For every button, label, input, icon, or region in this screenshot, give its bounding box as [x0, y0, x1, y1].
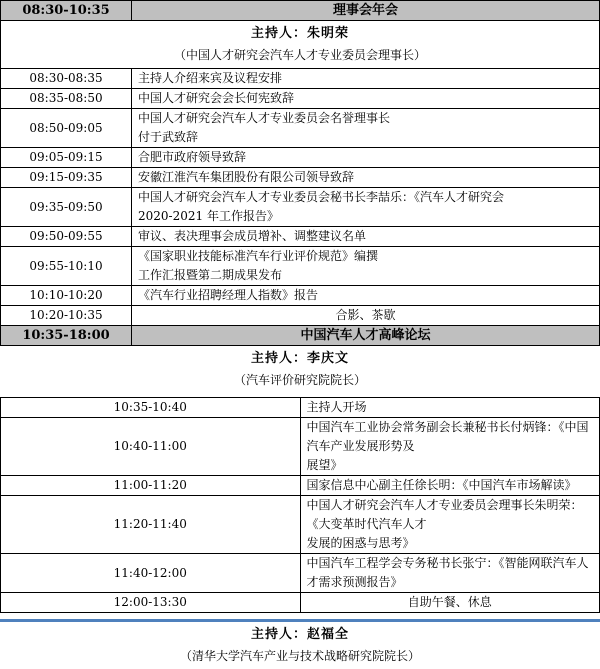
agenda-row: [1, 247, 600, 286]
agenda-item: [132, 188, 600, 227]
agenda-item-line: 展望》: [306, 458, 343, 472]
agenda-row: [1, 496, 600, 554]
agenda-time: 10:35-10:40: [1, 398, 301, 418]
agenda-time: 09:05-09:15: [1, 148, 132, 168]
agenda-item: 安徽江淮汽车集团股份有限公司领导致辞: [132, 168, 600, 188]
agenda-time: 09:50-09:55: [1, 227, 132, 247]
session-time: 10:35-18:00: [1, 326, 132, 346]
agenda-item: 主持人开场: [300, 398, 600, 418]
agenda-row: [1, 188, 600, 227]
agenda-row: [1, 69, 600, 89]
agenda-item-line: 《国家职业技能标准汽车行业评价规范》编撰: [138, 249, 379, 263]
host-title: （中国人才研究会汽车人才专业委员会理事长）: [173, 48, 426, 62]
agenda-item: 主持人介绍来宾及议程安排: [132, 69, 600, 89]
host-name: 李庆文: [307, 351, 350, 366]
agenda-row: [1, 227, 600, 247]
session-forum-table: [0, 346, 600, 613]
agenda-time: 08:30-08:35: [1, 69, 132, 89]
host-label: 主持人：: [250, 351, 307, 366]
agenda-time: 11:20-11:40: [1, 496, 301, 554]
agenda-row: [1, 168, 600, 188]
session-title: 理事会年会: [132, 1, 600, 21]
agenda-item-line: 中国人才研究会汽车人才专业委员会名誉理事长: [138, 111, 391, 125]
agenda-item: 自助午餐、休息: [300, 593, 600, 613]
agenda-item-line: 中国汽车工业协会常务副会长兼秘书长付炳锋：《中国汽车产业发展形势及: [306, 420, 589, 453]
agenda-item-line: 付于武致辞: [138, 130, 199, 144]
agenda-item: 中国汽车工程学会专务秘书长张宁：《智能网联汽车人才需求预测报告》: [300, 554, 600, 593]
agenda-item: 合肥市政府领导致辞: [132, 148, 600, 168]
agenda-row: [1, 554, 600, 593]
agenda-time: 09:35-09:50: [1, 188, 132, 227]
agenda-item: 合影、茶歇: [132, 306, 600, 326]
agenda-row: [1, 593, 600, 613]
agenda-row: [1, 398, 600, 418]
session-time: 08:30-10:35: [1, 1, 132, 21]
agenda-row: [1, 148, 600, 168]
agenda-item: [132, 109, 600, 148]
agenda-time: 11:00-11:20: [1, 476, 301, 496]
host-title-row: [1, 368, 600, 398]
agenda-time: 12:00-13:30: [1, 593, 301, 613]
agenda-row: [1, 109, 600, 148]
host-row: [1, 346, 600, 368]
agenda-item-line: 2020-2021 年工作报告》: [138, 209, 279, 223]
session-title: 中国汽车人才高峰论坛: [132, 326, 600, 346]
agenda-time: 10:20-10:35: [1, 306, 132, 326]
agenda-item-line: 中国人才研究会汽车人才专业委员会理事长朱明荣：《大变革时代汽车人才: [306, 498, 583, 531]
agenda-item-line: 发展的困惑与思考》: [306, 536, 415, 550]
agenda-item: 国家信息中心副主任徐长明：《中国汽车市场解读》: [300, 476, 600, 496]
host-row: [1, 21, 600, 44]
host-name: 赵福全: [307, 627, 350, 642]
agenda-time: 10:10-10:20: [1, 286, 132, 306]
agenda-time: 09:55-10:10: [1, 247, 132, 286]
agenda-row: [1, 306, 600, 326]
host-title: （汽车评价研究院院长）: [233, 373, 366, 387]
agenda-row: [1, 286, 600, 306]
agenda-item: 《汽车行业招聘经理人指数》报告: [132, 286, 600, 306]
session-afternoon-table: [0, 622, 600, 669]
agenda-item: [300, 496, 600, 554]
session-header: [1, 326, 600, 346]
host-title-row: [1, 43, 600, 69]
agenda-time: 09:15-09:35: [1, 168, 132, 188]
agenda-item-line: 中国人才研究会汽车人才专业委员会秘书长李喆乐：《汽车人才研究会: [138, 190, 505, 204]
agenda-item: [300, 418, 600, 476]
agenda-time: 11:40-12:00: [1, 554, 301, 593]
agenda-item: 审议、表决理事会成员增补、调整建议名单: [132, 227, 600, 247]
host-title: （清华大学汽车产业与技术战略研究院院长）: [179, 649, 420, 663]
host-label: 主持人：: [250, 627, 307, 642]
host-title-row: [0, 644, 600, 669]
agenda-time: 10:40-11:00: [1, 418, 301, 476]
host-label: 主持人：: [250, 26, 307, 41]
agenda-row: [1, 89, 600, 109]
host-row: [0, 622, 600, 644]
agenda-time: 08:50-09:05: [1, 109, 132, 148]
agenda-item: 中国人才研究会会长何宪致辞: [132, 89, 600, 109]
host-name: 朱明荣: [307, 26, 350, 41]
agenda-item: [132, 247, 600, 286]
agenda-time: 08:35-08:50: [1, 89, 132, 109]
session-header: [1, 1, 600, 21]
agenda-row: [1, 418, 600, 476]
agenda-row: [1, 476, 600, 496]
agenda-item-line: 工作汇报暨第二期成果发布: [138, 268, 283, 282]
